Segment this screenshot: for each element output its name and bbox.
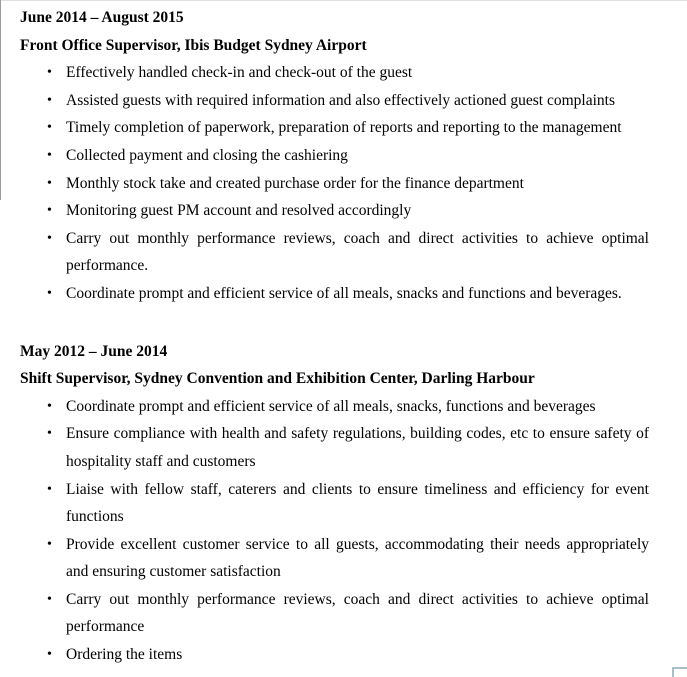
list-item — [20, 87, 649, 115]
duty-text: Liaise with fellow staff, caterers and clients to ensure timeliness and efficiency for event functions — [66, 480, 649, 526]
duty-text: Ensure compliance with health and safety regulations, building codes, etc to ensure safety of hospitality staff and customers — [66, 425, 649, 470]
bullet-icon: • — [47, 285, 52, 301]
list-item — [20, 59, 649, 87]
bullet-icon: • — [47, 203, 52, 219]
bullet-icon: • — [47, 65, 52, 81]
list-item — [20, 393, 649, 421]
list-item — [20, 476, 649, 531]
job-title-heading: Front Office Supervisor, Ibis Budget Sydney Airport — [20, 36, 367, 54]
duty-list — [20, 59, 649, 307]
page-top-edge-line — [0, 0, 687, 1]
list-item — [20, 531, 649, 586]
next-element-corner-bracket — [672, 667, 687, 677]
duty-text: Effectively handled check-in and check-out of the guest — [66, 64, 413, 82]
duty-text: Carry out monthly performance reviews, coach and direct activities to achieve optimal performance. — [66, 229, 649, 275]
bullet-icon: • — [47, 426, 52, 442]
bullet-icon: • — [47, 175, 52, 191]
duty-text: Monthly stock take and created purchase order for the finance department — [66, 174, 524, 192]
duty-text: Timely completion of paperwork, preparation of reports and reporting to the management — [66, 119, 622, 137]
bullet-icon: • — [47, 92, 52, 108]
duty-text: Collected payment and closing the cashiering — [66, 146, 348, 164]
bullet-icon: • — [47, 230, 52, 246]
list-item — [20, 170, 649, 198]
bullet-icon: • — [47, 647, 52, 663]
date-range-heading: May 2012 – June 2014 — [20, 342, 168, 360]
bullet-icon: • — [47, 120, 52, 136]
list-item — [20, 420, 649, 475]
experience-section-ibis-budget — [20, 4, 649, 308]
experience-section-sydney-convention — [20, 338, 649, 669]
list-item — [20, 586, 649, 641]
bullet-icon: • — [47, 536, 52, 552]
list-item — [20, 641, 649, 669]
duty-text: Provide excellent customer service to all guests, accommodating their needs appropriately and ensuring customer satisfaction — [66, 535, 649, 581]
duty-list — [20, 393, 649, 669]
list-item — [20, 225, 649, 280]
list-item — [20, 114, 649, 142]
list-item — [20, 280, 649, 308]
duty-text: Coordinate prompt and efficient service of all meals, snacks and functions and beverages. — [66, 284, 622, 302]
duty-text: Ordering the items — [66, 646, 183, 664]
duty-text: Monitoring guest PM account and resolved accordingly — [66, 202, 412, 220]
experience-content — [0, 4, 687, 669]
duty-text: Assisted guests with required information and also effectively actioned guest complaints — [66, 91, 615, 109]
job-title-heading: Shift Supervisor, Sydney Convention and Exhibition Center, Darling Harbour — [20, 370, 535, 388]
bullet-icon: • — [47, 481, 52, 497]
bullet-icon: • — [47, 398, 52, 414]
duty-text: Carry out monthly performance reviews, coach and direct activities to achieve optimal performance — [66, 590, 649, 636]
bullet-icon: • — [47, 591, 52, 607]
list-item — [20, 197, 649, 225]
duty-text: Coordinate prompt and efficient service of all meals, snacks, functions and beverages — [66, 397, 596, 415]
list-item — [20, 142, 649, 170]
bullet-icon: • — [47, 147, 52, 163]
date-range-heading: June 2014 – August 2015 — [20, 9, 184, 26]
